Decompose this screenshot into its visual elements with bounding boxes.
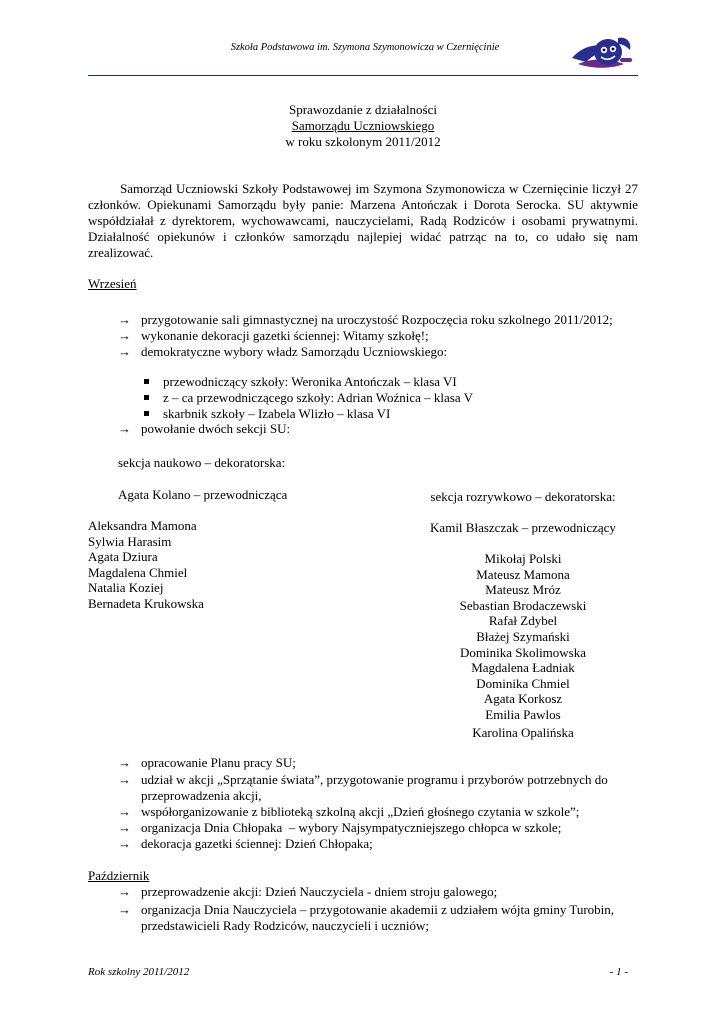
arrow-icon: → xyxy=(118,772,131,787)
title-line-2: Samorządu Uczniowskiego xyxy=(291,118,435,133)
intro-paragraph: Samorząd Uczniowski Szkoły Podstawowej im Szymona Szymonowicza w Czernięcinie liczył 27 członków. Opiekunami Samorządu były panie: Marzena Antończak i Dorota Serocka. SU aktywnie współdziałał z dyrektorem, wychowawcami, nauczycielami, Radą Rodziców i osobami prywatnymi. Działalność opiekunów i członków samorządu najlepiej widać patrząc na to, co udało się nam zrealizować. xyxy=(88,181,638,260)
list-item: udział w akcji „Sprzątanie świata”, przygotowanie programu i przyborów potrzebnych do przeprowadzenia akcji, xyxy=(141,772,608,803)
list-item: dekoracja gazetki ściennej: Dzień Chłopaka; xyxy=(141,836,373,851)
arrow-icon: → xyxy=(118,804,131,819)
heading-october: Październik xyxy=(88,868,150,883)
officer-item: skarbnik szkoły – Izabela Wlizło – klasa VI xyxy=(163,406,391,421)
fun-member: Rafał Zdybel xyxy=(488,613,558,629)
fun-member-last: Karolina Opalińska xyxy=(472,725,574,740)
arrow-icon: → xyxy=(118,820,131,835)
arrow-icon: → xyxy=(118,312,131,327)
list-item: współorganizowanie z biblioteką szkolną akcji „Dzień głośnego czytania w szkole”; xyxy=(141,804,580,819)
list-item: powołanie dwóch sekcji SU: xyxy=(141,421,291,436)
bullet-square-icon xyxy=(144,395,149,400)
title-line-3: w roku szkolonym 2011/2012 xyxy=(285,134,441,149)
list-item: demokratyczne wybory władz Samorządu Uczniowskiego: xyxy=(141,344,448,359)
fun-member: Emilia Pawlos xyxy=(485,706,561,722)
header-rule xyxy=(88,75,638,76)
science-member: Bernadeta Krukowska xyxy=(88,596,204,611)
fun-member: Dominika Skolimowska xyxy=(459,644,587,660)
science-section-leader: Agata Kolano – przewodnicząca xyxy=(118,487,288,502)
fun-member: Sebastian Brodaczewski xyxy=(459,597,587,613)
list-item: przygotowanie sali gimnastycznej na uroczystość Rozpoczęcia roku szkolnego 2011/2012; xyxy=(141,312,613,327)
report-title xyxy=(88,102,638,150)
arrow-icon: → xyxy=(118,344,131,359)
fun-member: Błażej Szymański xyxy=(476,628,570,644)
arrow-icon: → xyxy=(118,328,131,343)
science-member: Agata Dziura xyxy=(88,549,158,564)
list-item: organizacja Dnia Chłopaka – wybory Najsympatyczniejszego chłopca w szkole; xyxy=(141,820,562,835)
arrow-icon: → xyxy=(118,755,131,770)
fun-section-leader: Kamil Błaszczak – przewodniczący xyxy=(430,520,616,535)
science-member: Natalia Koziej xyxy=(88,580,164,595)
school-logo xyxy=(568,28,636,74)
header-school-name: Szkoła Podstawowa im. Szymona Szymonowicza w Czernięcinie xyxy=(230,42,500,53)
list-item: organizacja Dnia Nauczyciela – przygotowanie akademii z udziałem wójta gminy Turobin, przedstawicieli Rady Rodziców, nauczycieli i uczniów; xyxy=(141,902,615,933)
fun-section-title: sekcja rozrywkowo – dekoratorska: xyxy=(430,489,616,504)
heading-september: Wrzesień xyxy=(88,276,137,291)
bullet-square-icon xyxy=(144,379,149,384)
bullet-square-icon xyxy=(144,411,149,416)
fun-member: Mateusz Mamona xyxy=(476,566,570,582)
science-member: Sylwia Harasim xyxy=(88,534,172,549)
footer-school-year: Rok szkolny 2011/2012 xyxy=(88,966,190,978)
list-item: opracowanie Planu pracy SU; xyxy=(141,755,296,770)
list-item: przeprowadzenie akcji: Dzień Nauczyciela - dniem stroju galowego; xyxy=(141,884,498,899)
list-item: wykonanie dekoracji gazetki ściennej: Witamy szkołę!; xyxy=(141,328,429,343)
fun-member: Agata Korkosz xyxy=(483,691,563,707)
fun-member: Magdalena Ładniak xyxy=(471,660,575,676)
footer-page-number: - 1 - xyxy=(609,966,628,978)
officer-item: przewodniczący szkoły: Weronika Antończak – klasa VI xyxy=(163,374,457,389)
arrow-icon: → xyxy=(118,902,131,917)
arrow-icon: → xyxy=(118,421,131,436)
science-member: Aleksandra Mamona xyxy=(88,518,197,533)
fun-member: Mateusz Mróz xyxy=(485,582,561,598)
arrow-icon: → xyxy=(118,836,131,851)
arrow-icon: → xyxy=(118,884,131,899)
officer-item: z – ca przewodniczącego szkoły: Adrian Woźnica – klasa V xyxy=(163,390,473,405)
title-line-1: Sprawozdanie z działalności xyxy=(289,102,437,117)
fun-member: Dominika Chmiel xyxy=(476,675,570,691)
science-section-title: sekcja naukowo – dekoratorska: xyxy=(118,455,286,470)
fun-section-members xyxy=(400,551,646,723)
fun-member: Mikołaj Polski xyxy=(484,551,562,566)
science-member: Magdalena Chmiel xyxy=(88,565,188,580)
